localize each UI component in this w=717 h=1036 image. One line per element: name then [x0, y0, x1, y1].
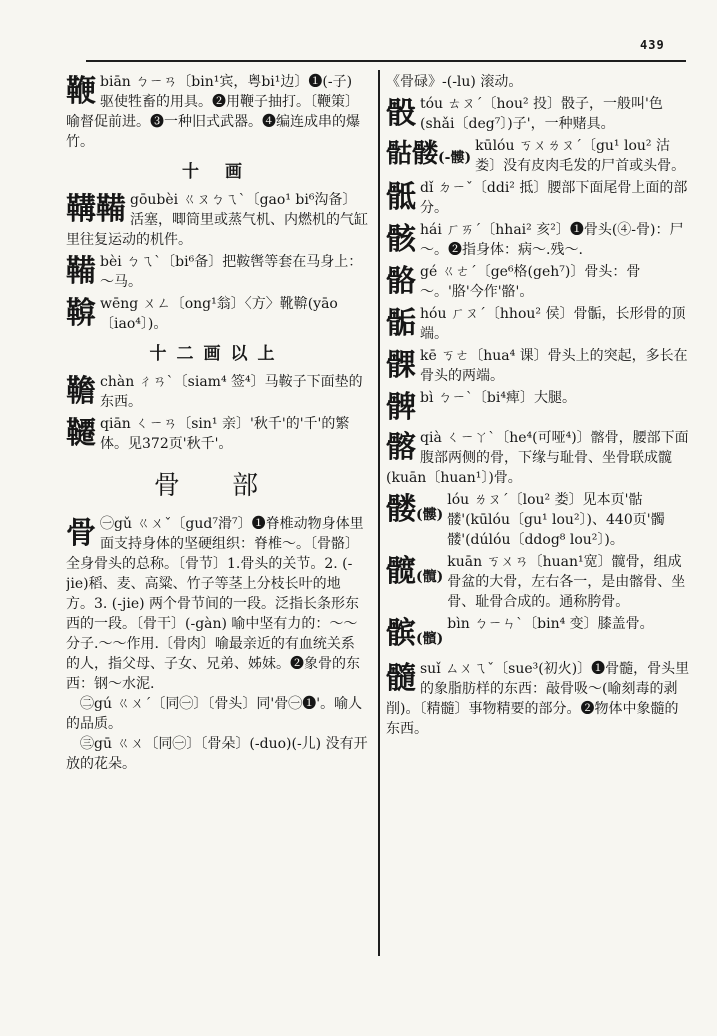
- definition: chàn ㄔㄢˋ〔siam⁴ 签⁴〕马鞍子下面垫的东西。: [100, 374, 363, 410]
- headword: [386, 492, 443, 533]
- entry-qian: [66, 414, 368, 454]
- entry-gu: [66, 514, 368, 774]
- entry-kuan: [386, 552, 690, 612]
- definition: bèi ㄅㄟˋ〔bi⁶备〕把鞍辔等套在马身上：～马。: [100, 254, 363, 290]
- entry-bin: [386, 614, 690, 657]
- entry-goubei: [66, 190, 368, 250]
- headword: 骰: [386, 96, 416, 131]
- section-heading: 十二画以上: [149, 344, 285, 364]
- entry-bei: [66, 252, 368, 292]
- left-column: [66, 72, 368, 972]
- headword: 髁: [386, 348, 416, 383]
- definition: kuān ㄎㄨㄢ〔huan¹宽〕髋骨，组成骨盆的大骨，左右各一，是由髂骨、坐骨、耻骨合成的。通称胯骨。: [447, 554, 686, 610]
- radical-heading: 骨 部: [153, 471, 281, 501]
- entry-tou: [386, 94, 690, 134]
- headword: 骶: [386, 180, 416, 215]
- headword: 韆: [66, 416, 96, 451]
- headword: 鞭: [66, 74, 96, 109]
- definition: gōubèi ㄍㄡㄅㄟˋ〔gao¹ bi⁶沟备〕活塞，唧筒里或蒸气机、内燃机的气缸里往复运动的机件。: [66, 192, 368, 248]
- headword-variant: (髏): [416, 507, 444, 523]
- entry-bian: [66, 72, 368, 152]
- headword-variant: (髕): [416, 631, 444, 647]
- entry-ge: [386, 262, 690, 302]
- definition: hái ㄏㄞˊ〔hhai² 亥²〕❶骨头(④-骨)：尸～。❷指身体：病～.残～.: [420, 222, 684, 258]
- definition: 《骨碌》-(-lu) 滚动。: [386, 74, 523, 90]
- headword: 髂: [386, 430, 416, 465]
- definition: tóu ㄊㄡˊ〔hou² 投〕骰子，一般叫'色(shǎi〔deg⁷〕)子'，一种赌具。: [420, 96, 663, 132]
- headword-char: 髅: [386, 492, 416, 527]
- definition: gé ㄍㄜˊ〔ge⁶格(geh⁷)〕骨头：骨～。'胳'今作'骼'。: [420, 264, 641, 300]
- entry-hou: [386, 304, 690, 344]
- headword: [386, 554, 443, 595]
- definition: wēng ㄨㄥ〔ong¹翁〕〈方〉靴鞥(yāo〔iao⁴〕)。: [100, 296, 338, 332]
- headword-char: 髋: [386, 554, 416, 589]
- headword: 韂: [66, 374, 96, 409]
- headword-char: 骷髅: [386, 139, 439, 169]
- definition-sense-2: ㊁gú ㄍㄨˊ〔同㊀〕〔骨头〕同'骨㊀❶'。喻人的品质。: [66, 696, 363, 732]
- headword: 髀: [386, 390, 416, 425]
- definition: ㊀gǔ ㄍㄨˇ〔gud⁷滑⁷〕❶脊椎动物身体里面支持身体的坚硬组织：脊椎～。〔骨骼〕全身骨头的总称。〔骨节〕1.骨头的关节。2. (-jie)稻、麦、高粱、竹子等茎上分枝长叶的地方。3. (-jie) 两个骨节间的一段。泛指长条形东西的一段。〔骨干〕(-gàn) 喻中坚有力的：～～分子.～～作用.〔骨肉〕喻最亲近的有血统关系的人，指父母、子女、兄弟、姊妹。❷象骨的东西：钢～水泥.: [66, 516, 364, 692]
- entry-kulou: [386, 136, 690, 176]
- headword-variant: (髖): [416, 569, 444, 585]
- headword: [386, 138, 471, 174]
- headword: 骺: [386, 306, 416, 341]
- definition: qiān ㄑㄧㄢ〔sin¹ 亲〕'秋千'的'千'的繁体。见372页'秋千'。: [100, 416, 350, 452]
- definition: suǐ ㄙㄨㄟˇ〔sue³(初火)〕❶骨髓，骨头里的象脂肪样的东西：敲骨吸～(喻刻毒的剥削)。〔精髓〕事物精要的部分。❷物体中象髓的东西。: [386, 661, 690, 737]
- definition: dǐ ㄉㄧˇ〔ddi² 抵〕腰部下面尾骨上面的部分。: [420, 180, 688, 216]
- entry-weng: [66, 294, 368, 334]
- headword: 髓: [386, 661, 416, 696]
- entry-ke: [386, 346, 690, 386]
- headword-variant: (-髏): [438, 150, 472, 166]
- definition-sense-3: ㊂gū ㄍㄨ〔同㊀〕〔骨朵〕(-duo)(-儿) 没有开放的花朵。: [66, 736, 368, 772]
- entry-sui: [386, 659, 690, 739]
- entry-chan: [66, 372, 368, 412]
- column-divider: [378, 70, 380, 956]
- headword: 骨: [66, 516, 96, 551]
- definition: bì ㄅㄧˋ〔bi⁴痺〕大腿。: [420, 390, 576, 406]
- definition: lóu ㄌㄡˊ〔lou² 娄〕见本页'骷髅'(kūlóu〔gu¹ lou²〕)、440页'髑髅'(dúlóu〔ddog⁸ lou²〕)。: [447, 492, 665, 548]
- header-rule: [86, 60, 686, 62]
- definition: hóu ㄏㄡˊ〔hhou² 侯〕骨骺，长形骨的顶端。: [420, 306, 686, 342]
- entry-lou: [386, 490, 690, 550]
- entry-gulu: [386, 72, 690, 92]
- definition: qià ㄑㄧㄚˋ〔he⁴(可哑⁴)〕髂骨，腰部下面腹部两侧的骨，下缘与耻骨、坐骨联成髋(kuān〔huan¹〕)骨。: [386, 430, 689, 486]
- definition: kūlóu ㄎㄨㄌㄡˊ〔gu¹ lou² 沽娄〕没有皮肉毛发的尸首或头骨。: [475, 138, 686, 174]
- headword-char: 髌: [386, 616, 416, 651]
- entry-hai: [386, 220, 690, 260]
- headword: [386, 616, 443, 657]
- entry-bi: [386, 388, 690, 426]
- headword: 鞴: [66, 254, 96, 289]
- definition: biān ㄅㄧㄢ〔bin¹宾，粤bi¹边〕❶(-子) 驱使牲畜的用具。❷用鞭子抽打。〔鞭策〕喻督促前进。❸一种旧式武器。❹编连成串的爆竹。: [66, 74, 360, 150]
- headword: 骼: [386, 264, 416, 299]
- definition: bìn ㄅㄧㄣˋ〔bin⁴ 变〕膝盖骨。: [447, 616, 654, 632]
- headword: 鞥: [66, 296, 96, 331]
- section-heading: 十 画: [182, 162, 252, 182]
- entry-di: [386, 178, 690, 218]
- headword: 骸: [386, 222, 416, 257]
- entry-qia: [386, 428, 690, 488]
- page-number: 439: [640, 38, 665, 52]
- definition: kē ㄎㄜ〔hua⁴ 课〕骨头上的突起，多长在骨头的两端。: [420, 348, 688, 384]
- headword: 鞲鞴: [66, 192, 126, 227]
- right-column: [386, 72, 690, 972]
